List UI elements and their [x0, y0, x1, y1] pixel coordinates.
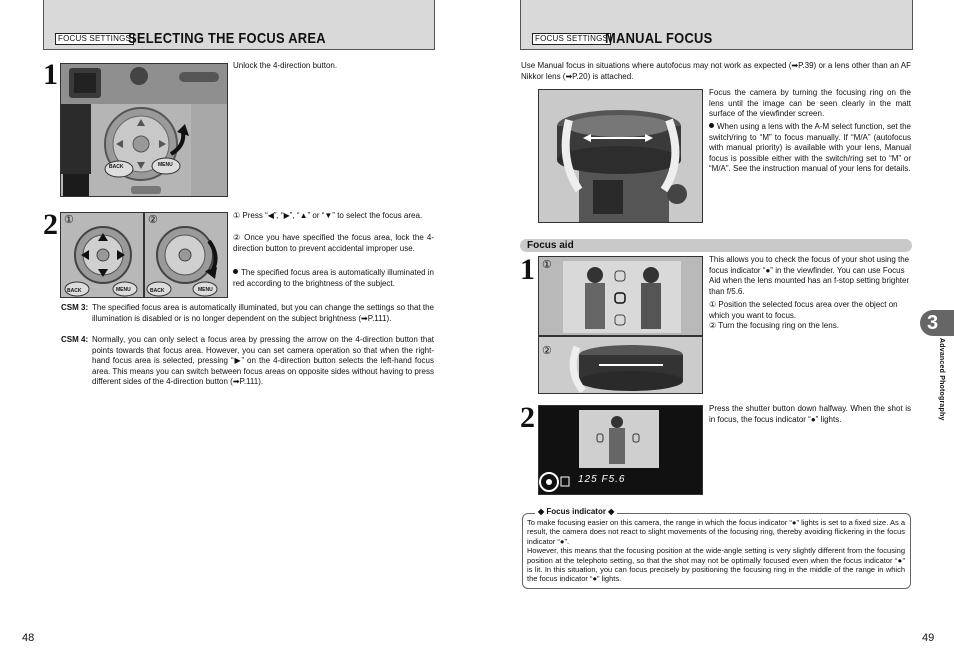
lens-focus-ring-illustration [539, 90, 703, 223]
chapter-tab-label: Advanced Photography [938, 338, 945, 421]
focus-indicator-infobox-text [527, 518, 905, 584]
right-fa-step1-item-1: ① Position the selected focus area over the object on which you want to focus. [709, 300, 898, 320]
left-page-number: 48 [22, 632, 35, 644]
left-csm4 [61, 335, 434, 388]
left-step2-photo-label-2: ② [148, 214, 158, 226]
left-header-bar [43, 0, 435, 50]
left-back-label-3: BACK [150, 288, 165, 294]
left-step1-photo [60, 63, 228, 197]
left-step2-photo-label-1: ① [64, 214, 74, 226]
right-fa-photo-label-1: ① [542, 259, 552, 271]
left-back-label-1: BACK [109, 164, 124, 170]
right-fa-step1-item-2: ② Turn the focusing ring on the lens. [709, 321, 839, 330]
right-manual-photo [538, 89, 703, 223]
left-menu-label-2: MENU [116, 287, 131, 293]
right-header-tag: FOCUS SETTINGS [532, 33, 611, 45]
right-fa-step1-photo-b [538, 336, 703, 394]
left-header-tag: FOCUS SETTINGS [55, 33, 134, 45]
right-page-number: 49 [922, 632, 935, 644]
left-menu-label-1: MENU [158, 162, 173, 168]
left-step2-bullet [233, 268, 434, 289]
right-fa-step2-text: Press the shutter button down halfway. When the shot is in focus, the focus indicator “●” lights. [709, 404, 911, 424]
left-menu-label-3: MENU [198, 287, 213, 293]
left-step1-number: 1 [43, 58, 58, 91]
right-manual-bullet-text: When using a lens with the A-M select function, set the switch/ring to “M” to focus manually. If “M/A” (autofocus with manual priority) is available with your lens, Manual focus is possible either with the switch/ring set to “M” or “M/A”. See the instruction manual of your lens for details. [709, 122, 911, 173]
focus-aid-heading: Focus aid [520, 239, 912, 252]
bullet-icon [709, 123, 714, 128]
left-page-title: SELECTING THE FOCUS AREA [128, 30, 326, 47]
viewfinder-subject-illustration [539, 257, 703, 336]
right-intro-text: Use Manual focus in situations where autofocus may not work as expected (➡P.39) or a lens other than an AF Nikkor lens (➡P.20) is attached. [521, 61, 911, 81]
left-step2-bullet-text: The specified focus area is automatically illuminated in red according to the brightness of the subject. [233, 268, 434, 288]
focus-indicator-infobox-title: ◆ Focus indicator ◆ [535, 507, 617, 516]
right-fa-step1-photo-a [538, 256, 703, 336]
right-manual-text: Focus the camera by turning the focusing ring on the lens until the image can be seen clearly in the matt surface of the viewfinder screen. [709, 88, 911, 118]
chapter-tab: 3 [920, 310, 954, 336]
left-back-label-2: BACK [67, 288, 82, 294]
infobox-paragraph-2: However, this means that the focusing position at the wide-angle setting is very slightly different from the focusing position at the telephoto setting, so that the shot may not be optimally focused even when the focus indicator “●” is lit. In this situation, you can focus precisely by positioning the focusing ring in the middle of the range in which the focus indicator “●” lights. [527, 546, 905, 584]
infobox-paragraph-1: To make focusing easier on this camera, the range in which the focus indicator “●” lights is set to a fixed size. As a result, the camera does not react to slight movements of the focusing ring, thereby avoiding flickering in the focus indicator “●”. [527, 518, 905, 546]
right-fa-step1-text: This allows you to check the focus of your shot using the focus indicator “●” in the viewfinder. You can use Focus Aid when the lens mounted has an f-stop setting brighter than f/5.6. [709, 255, 910, 296]
camera-back-illustration [61, 64, 228, 197]
turning-focus-ring-illustration [539, 337, 703, 394]
left-csm4-text: Normally, you can only select a focus area by pressing the arrow on the 4-direction button that points towards that focus area. However, you can set camera operation so that when the right-hand focus area is selected, pressing “▶” on the 4-direction button selects the left-hand focus area. This means you can switch between focus areas on opposite sides without having to press different sides of the 4-direction button (➡P.111). [92, 335, 434, 386]
left-step2-item-2: ② Once you have specified the focus area, lock the 4-direction button to prevent accidental improper use. [233, 233, 434, 253]
right-header-bar [520, 0, 913, 50]
left-csm3-label: CSM 3: [61, 303, 89, 312]
left-csm4-label: CSM 4: [61, 335, 89, 344]
viewfinder-readout: 125 F5.6 [578, 474, 626, 485]
right-page-title: MANUAL FOCUS [605, 30, 713, 47]
right-fa-photo-label-2: ② [542, 345, 552, 357]
left-step2-number: 2 [43, 208, 58, 241]
left-step1-text: Unlock the 4-direction button. [233, 61, 338, 70]
right-fa-step1-number: 1 [520, 253, 535, 286]
right-manual-bullet [709, 122, 911, 175]
bullet-icon [233, 269, 238, 274]
left-csm3-text: The specified focus area is automatically illuminated, but you can change the settings so that the illumination is disabled or is no longer dependent on the subject brightness (➡P.111). [92, 303, 434, 323]
left-csm3 [61, 303, 434, 324]
left-step2-item-1: ① Press “◀”, “▶”, “▲” or “▼” to select the focus area. [233, 211, 423, 220]
right-fa-step2-number: 2 [520, 401, 535, 434]
